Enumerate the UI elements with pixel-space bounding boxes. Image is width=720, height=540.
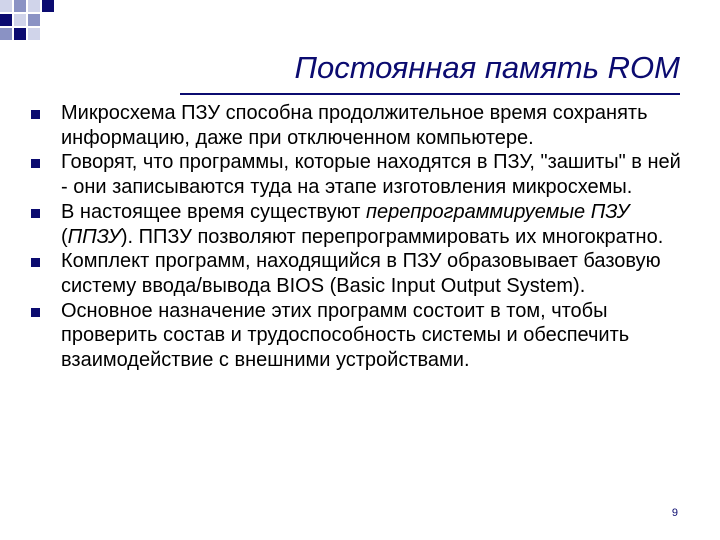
bullet-text-italic: ППЗУ [67, 225, 121, 248]
bullet-text-part: ( [61, 225, 68, 248]
bullet-item [28, 101, 688, 150]
bullet-text-part: ). ППЗУ позволяют перепрограммировать их многократно. [120, 225, 664, 248]
bullet-item [28, 200, 688, 249]
bullet-list [28, 101, 688, 373]
bullet-item [28, 299, 688, 373]
bullet-text: Говорят, что программы, которые находятся в ПЗУ, "зашиты" в ней - они записываются туда на этапе изготовления микросхемы. [61, 151, 681, 199]
bullet-text: Основное назначение этих программ состоит в том, чтобы проверить состав и трудоспособность системы и обеспечить взаимодействие с внешними устройствами. [61, 299, 630, 372]
square-bullet-icon [31, 110, 40, 119]
decor-square [0, 28, 12, 40]
decor-square [14, 14, 26, 26]
bullet-item [28, 150, 688, 199]
decor-square [0, 14, 12, 26]
square-bullet-icon [31, 308, 40, 317]
bullet-text: Микросхема ПЗУ способна продолжительное время сохранять информацию, даже при отключенном компьютере. [61, 102, 648, 149]
page-number: 9 [671, 507, 678, 519]
bullet-text: Комплект программ, находящийся в ПЗУ образовывает базовую систему ввода/вывода BIOS (Basic Input Output System). [61, 250, 661, 297]
bullet-text-italic: перепрограммируемые ПЗУ [365, 200, 630, 223]
decor-square [28, 14, 40, 26]
decor-square [28, 28, 40, 40]
bullet-text-part: В настоящее время существуют [61, 200, 366, 223]
decor-square [14, 28, 26, 40]
corner-squares-decoration [0, 0, 90, 50]
slide-title: Постоянная память ROM [294, 50, 680, 85]
decor-square [42, 0, 54, 12]
bullet-item [28, 249, 688, 298]
title-underline [180, 93, 680, 95]
square-bullet-icon [31, 258, 40, 267]
decor-square [0, 0, 12, 12]
decor-square [28, 0, 40, 12]
square-bullet-icon [31, 159, 40, 168]
square-bullet-icon [31, 209, 40, 218]
decor-square [14, 0, 26, 12]
